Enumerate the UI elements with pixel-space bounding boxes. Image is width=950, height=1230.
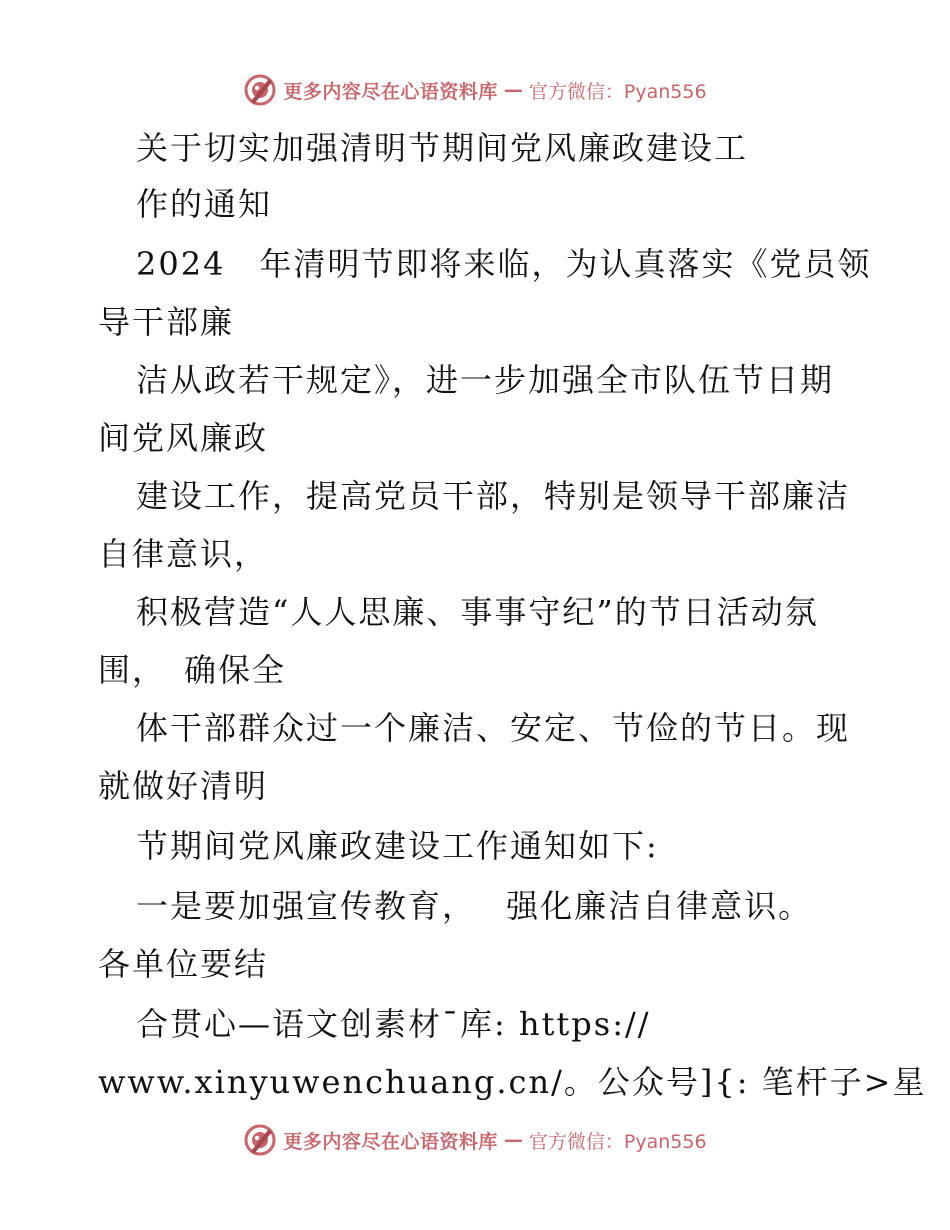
footer-banner-separator: — <box>503 1129 523 1151</box>
pen-logo-icon <box>243 1123 277 1157</box>
header-banner-separator: — <box>503 79 523 101</box>
pen-logo-icon <box>243 73 277 107</box>
text-line: 合贯心—语文创素材¯库: https:// <box>136 1005 651 1043</box>
text-line: 关于切实加强清明节期间党风廉政建设工 <box>136 129 749 167</box>
header-wechat-label: 官方微信：Pyan556 <box>528 80 707 103</box>
footer-banner-title: 更多内容尽在心语资料库 <box>283 1130 498 1153</box>
text-line: 建设工作，提高党员干部，特别是领导干部廉洁 <box>136 477 851 515</box>
text-line: 间党风廉政 <box>98 419 269 457</box>
header-banner <box>0 70 950 110</box>
header-banner-title: 更多内容尽在心语资料库 <box>283 80 498 103</box>
text-line: 各单位要结 <box>98 945 269 983</box>
text-line: 自律意识， <box>98 535 269 573</box>
text-line: 就做好清明 <box>98 767 269 805</box>
text-line: 导干部廉 <box>98 303 235 341</box>
text-line: 节期间党风廉政建设工作通知如下: <box>136 827 659 865</box>
footer-banner <box>0 1120 950 1160</box>
text-line: 围， 确保全 <box>98 651 287 689</box>
text-line: 洁从政若干规定》，进一步加强全市队伍节日期 <box>136 361 835 399</box>
text-line: 作的通知 <box>136 185 273 223</box>
text-line: 体干部群众过一个廉洁、安定、节俭的节日。现 <box>136 709 851 747</box>
footer-banner-content <box>243 1123 706 1157</box>
text-line: 一是要加强宣传教育， 强化廉洁自律意识。 <box>136 887 813 925</box>
footer-wechat-label: 官方微信：Pyan556 <box>528 1130 707 1153</box>
text-line: 积极营造“人人思廉、事事守纪”的节日活动氛 <box>136 593 819 631</box>
text-line: 2024 年清明节即将来临，为认真落实《党员领 <box>136 245 872 283</box>
text-line: www.xinyuwenchuang.cn/。公众号]{: 笔杆子>星 <box>98 1063 927 1101</box>
header-banner-content <box>243 73 706 107</box>
